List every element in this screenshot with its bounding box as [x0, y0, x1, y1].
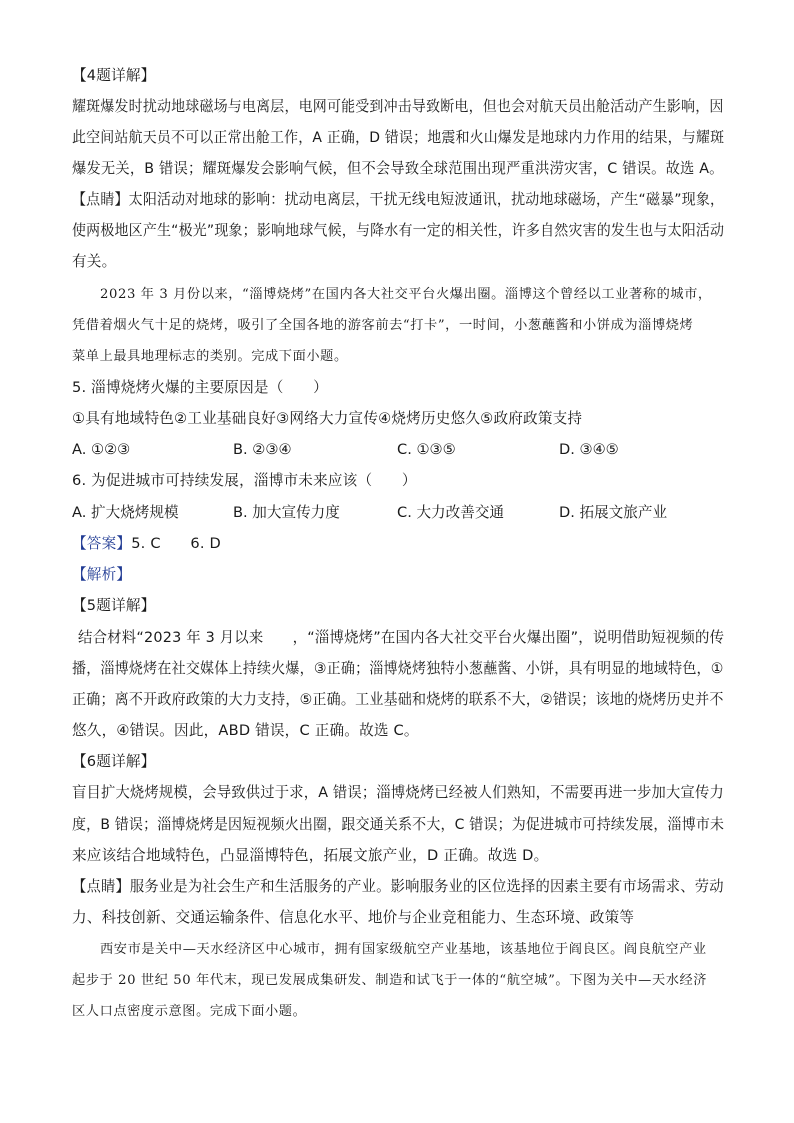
q5-option-b[interactable]: B. ②③④ [233, 441, 292, 458]
material-line: 西安市是关中—天水经济区中心城市，拥有国家级航空产业基地，该基地位于阎良区。阎良航空产业 [100, 942, 707, 957]
q6-detail-heading: 【6题详解】 [72, 753, 156, 770]
q4-detail-line: 此空间站航天员不可以正常出舱工作，A 正确，D 错误；地震和火山爆发是地球内力作用的结果，与耀斑 [72, 129, 725, 146]
q6-option-d[interactable]: D. 拓展文旅产业 [559, 504, 668, 521]
tip-line: 【点睛】太阳活动对地球的影响：扰动电离层，干扰无线电短波通讯，扰动地球磁场，产生“磁暴”现象， [72, 191, 725, 208]
material-line: 凭借着烟火气十足的烧烤，吸引了全国各地的游客前去“打卡”，一时间，小葱蘸酱和小饼成为淄博烧烤 [72, 318, 694, 333]
q4-detail-line: 耀斑爆发时扰动地球磁场与电离层，电网可能受到冲击导致断电，但也会对航天员出舱活动产生影响，因 [72, 98, 724, 115]
material-line: 区人口点密度示意图。完成下面小题。 [72, 1004, 307, 1019]
material-line: 2023 年 3 月份以来，“淄博烧烤”在国内各大社交平台火爆出圈。淄博这个曾经以工业著称的城市， [100, 287, 712, 302]
q6-detail-line: 度，B 错误；淄博烧烤是因短视频火出圈，跟交通关系不大，C 错误；为促进城市可持续发展，淄博市未 [72, 816, 725, 833]
material-line: 菜单上最具地理标志的类别。完成下面小题。 [72, 349, 348, 364]
q5-option-d[interactable]: D. ③④⑤ [559, 441, 619, 458]
tip-line: 力、科技创新、交通运输条件、信息化水平、地价与企业竞租能力、生态环境、政策等 [72, 909, 635, 926]
analysis-label: 【解析】 [72, 566, 132, 583]
q4-detail-line: 爆发无关，B 错误；耀斑爆发会影响气候，但不会导致全球范围出现严重洪涝灾害，C 错误。故选 A。 [72, 160, 724, 177]
q5-detail-line: 悠久，④错误。因此，ABD 错误，C 正确。故选 C。 [72, 722, 419, 739]
tip-line: 使两极地区产生“极光”现象；影响地球气候，与降水有一定的相关性，许多自然灾害的发生也与太阳活动 [72, 222, 725, 239]
q5-option-a[interactable]: A. ①②③ [72, 441, 131, 458]
q5-statements: ①具有地域特色②工业基础良好③网络大力宣传④烧烤历史悠久⑤政府政策支持 [72, 410, 583, 427]
q5-detail-line: 正确；离不开政府政策的大力支持，⑤正确。工业基础和烧烤的联系不大，②错误；该地的烧烤历史并不 [72, 691, 724, 708]
q6-option-c[interactable]: C. 大力改善交通 [397, 504, 505, 521]
q5-stem: 5. 淄博烧烤火爆的主要原因是（ ） [72, 379, 328, 396]
q5-option-c[interactable]: C. ①③⑤ [397, 441, 456, 458]
q5-detail-line: 结合材料“2023 年 3 月以来 ，“淄博烧烤”在国内各大社交平台火爆出圈”，说明借助短视频的传 [78, 629, 725, 646]
q5-detail-heading: 【5题详解】 [72, 597, 156, 614]
q6-detail-line: 盲目扩大烧烤规模，会导致供过于求，A 错误；淄博烧烤已经被人们熟知，不需要再进一步加大宣传力 [72, 784, 724, 801]
q5-detail-line: 播，淄博烧烤在社交媒体上持续火爆，③正确；淄博烧烤独特小葱蘸酱、小饼，具有明显的地域特色，① [72, 660, 724, 677]
q6-option-b[interactable]: B. 加大宣传力度 [233, 504, 340, 521]
tip-line: 有关。 [72, 253, 117, 270]
answer-text: 5. C 6. D [131, 535, 221, 552]
tip-line: 【点睛】服务业是为社会生产和生活服务的产业。影响服务业的区位选择的因素主要有市场需求、劳动 [72, 878, 724, 895]
q6-option-a[interactable]: A. 扩大烧烤规模 [72, 504, 179, 521]
q4-detail-heading: 【4题详解】 [72, 67, 156, 84]
answer-label: 【答案】 [72, 535, 132, 552]
answer-row [72, 534, 221, 554]
q6-detail-line: 来应该结合地域特色，凸显淄博特色，拓展文旅产业，D 正确。故选 D。 [72, 847, 549, 864]
q6-stem: 6. 为促进城市可持续发展，淄博市未来应该（ ） [72, 472, 417, 489]
material-line: 起步于 20 世纪 50 年代末，现已发展成集研发、制造和试飞于一体的“航空城”。下图为关中—天水经济 [72, 973, 708, 988]
